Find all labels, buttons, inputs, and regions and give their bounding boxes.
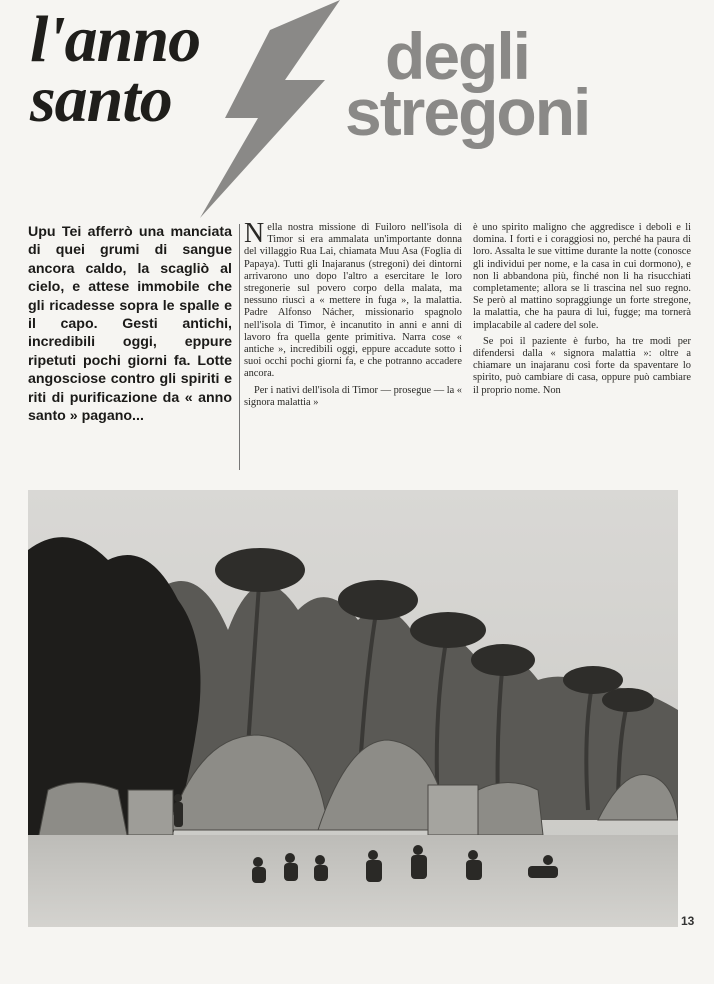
column-divider (239, 224, 240, 470)
column2-paragraph-2: Se poi il paziente è furbo, ha tre modi per difendersi dalla « signora malattia »: oltre a chiamare un inajaranu così forte da spaventare lo spirito, può cambiare di casa, oppure può cambiare il proprio nome. Non (473, 335, 691, 396)
title-right-line1: degli (385, 19, 530, 93)
column2-paragraph-1: è uno spirito maligno che aggredisce i deboli e li domina. I forti e i coraggiosi no, perché ha paura di loro. Assalta le sue vittime durante la notte (conosce gli individui per nome, e la casa in cui dormono), e non li abbandona più, finché non li ha risucchiati completamente; allora se li trascina nel suo regno. Se però al mattino sopraggiunge un forte stregone, la malattia, che ha paura di lui, fugge; ma tornerà implacabile al cadere del sole. (473, 222, 691, 331)
article-column-1 (244, 218, 462, 413)
title-left-line1: l'anno (30, 3, 201, 76)
title-right-line2: stregoni (345, 75, 590, 149)
column1-paragraph-1 (244, 218, 462, 381)
column1-paragraph-2: Per i nativi dell'isola di Timor — prosegue — la « signora malattia » (244, 384, 462, 408)
title-right (345, 19, 705, 149)
village-photo (28, 490, 678, 927)
column1-p1-text: ella nostra missione di Fuiloro nell'isola di Timor si era ammalata un'importante donna del villaggio Rua Lai, chiamata Muu Asa (Foglia di Papaya). Tutti gli Inajaranus (stregoni) dei dintorni arrivarono uno dopo l'altro a esercitare le loro stregonerie sul povero corpo della malata, ma nessuno riuscì a « mettere in fuga », la malattia. Padre Alfonso Nácher, missionario spagnolo nell'isola di Timor, è incanutito in anni e anni di lavoro fra quella gente primitiva. Narra cose « antiche », incredibili oggi, eppure accadute sotto i suoi occhi pochi giorni fa, e che potranno accadere ancora. (244, 222, 462, 380)
drop-cap: N (244, 218, 265, 249)
page-number: 13 (681, 914, 695, 928)
article-column-2 (473, 222, 691, 401)
lightning-bolt-graphic (190, 0, 370, 222)
lead-paragraph: Upu Tei afferrò una manciata di quei grumi di sangue ancora caldo, la scagliò al cielo, e attese immobile che gli ricadesse sopra le spalle e il capo. Gesti antichi, incredibili oggi, eppure ripetuti pochi giorni fa. Lotte angosciose contro gli spiriti e riti di purificazione da « anno santo » pagano... (28, 224, 232, 425)
title-left-line2: santo (30, 63, 172, 136)
